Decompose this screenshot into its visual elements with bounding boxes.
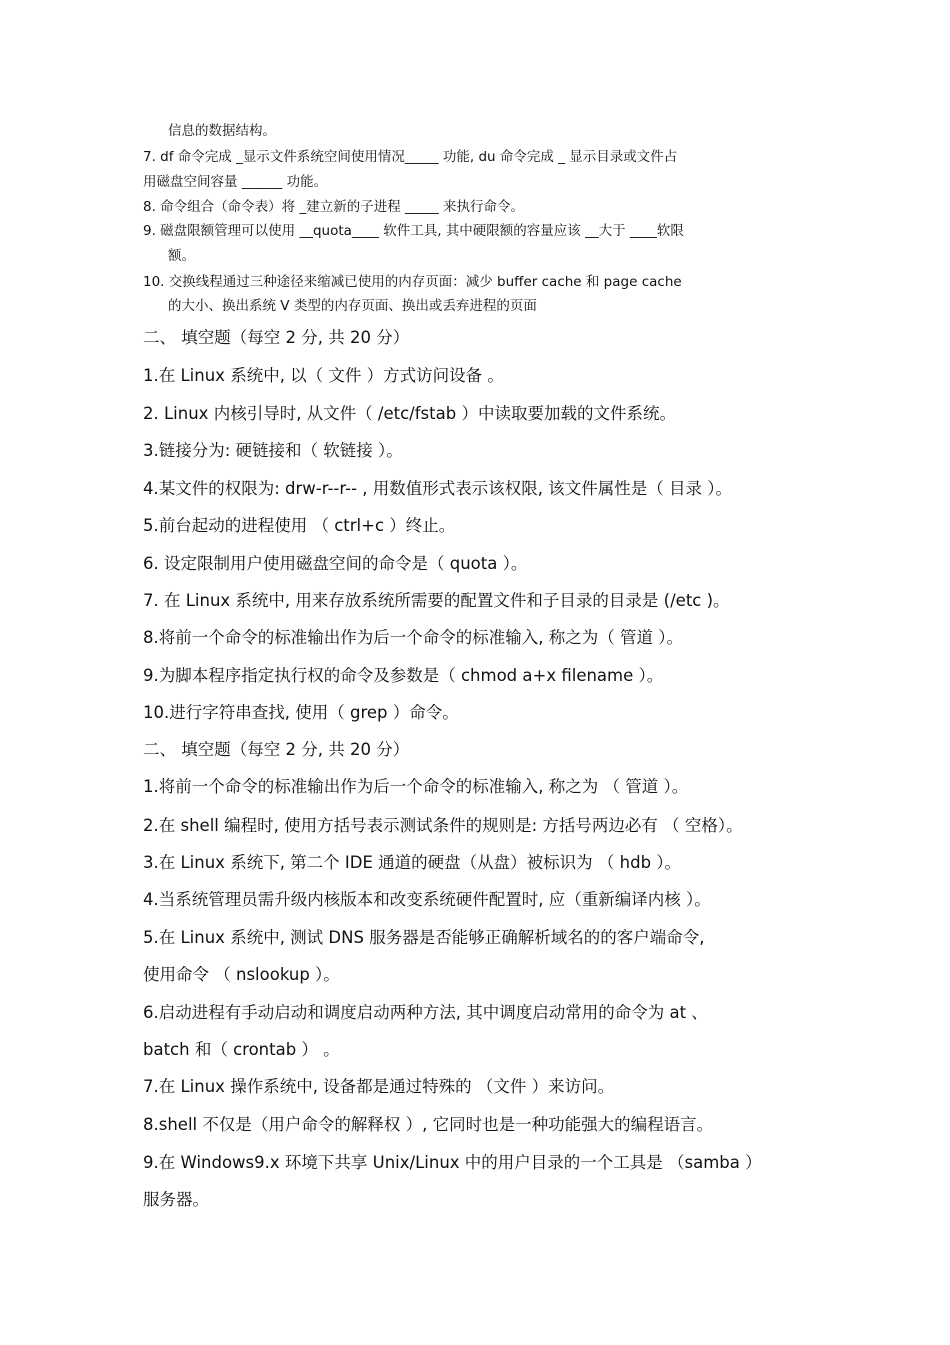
- question-item: 2.在 shell 编程时, 使用方括号表示测试条件的规则是: 方括号两边必有 （ 空格）。: [143, 816, 743, 835]
- question-8-line: 8. 命令组合（命令表）将 _建立新的子进程 _____ 来执行命令。: [143, 199, 525, 215]
- text-line: 信息的数据结构。: [168, 123, 276, 139]
- question-item: 4.当系统管理员需升级内核版本和改变系统硬件配置时, 应（重新编译内核 ）。: [143, 890, 711, 909]
- question-item: 8.将前一个命令的标准输出作为后一个命令的标准输入, 称之为（ 管道 ）。: [143, 628, 683, 647]
- question-item: 10.进行字符串查找, 使用（ grep ）命令。: [143, 703, 459, 722]
- question-item: 9.为脚本程序指定执行权的命令及参数是（ chmod a+x filename ）。: [143, 666, 664, 685]
- question-item: 7. 在 Linux 系统中, 用来存放系统所需要的配置文件和子目录的目录是 (/etc )。: [143, 591, 730, 610]
- question-item: 3.链接分为: 硬链接和（ 软链接 ）。: [143, 441, 403, 460]
- section-heading: 二、 填空题（每空 2 分, 共 20 分）: [143, 328, 410, 347]
- question-item: 5.在 Linux 系统中, 测试 DNS 服务器是否能够正确解析域名的的客户端命令,: [143, 928, 705, 947]
- question-item: 8.shell 不仅是（用户命令的解释权 ）, 它同时也是一种功能强大的编程语言。: [143, 1115, 714, 1134]
- text-line: 的大小、换出系统 V 类型的内存页面、换出或丢弃进程的页面: [168, 298, 537, 314]
- question-item: 6.启动进程有手动启动和调度启动两种方法, 其中调度启动常用的命令为 at 、: [143, 1003, 708, 1022]
- text-line: 用磁盘空间容量 ______ 功能。: [143, 174, 328, 190]
- section-heading: 二、 填空题（每空 2 分, 共 20 分）: [143, 740, 410, 759]
- question-9-line: 9. 磁盘限额管理可以使用 __quota____ 软件工具, 其中硬限额的容量应该 __大于 ____软限: [143, 223, 684, 239]
- question-item: 5.前台起动的进程使用 （ ctrl+c ）终止。: [143, 516, 456, 535]
- question-item: 2. Linux 内核引导时, 从文件（ /etc/fstab ）中读取要加载的文件系统。: [143, 404, 676, 423]
- question-item: 7.在 Linux 操作系统中, 设备都是通过特殊的 （文件 ）来访问。: [143, 1077, 615, 1096]
- question-7-line: 7. df 命令完成 _显示文件系统空间使用情况_____ 功能, du 命令完成 _ 显示目录或文件占: [143, 149, 678, 165]
- question-item: 4.某文件的权限为: drw-r--r-- , 用数值形式表示该权限, 该文件属性是（ 目录 ）。: [143, 479, 732, 498]
- question-item: 6. 设定限制用户使用磁盘空间的命令是（ quota ）。: [143, 554, 528, 573]
- question-item: 服务器。: [143, 1190, 209, 1209]
- question-item: 使用命令 （ nslookup ）。: [143, 965, 340, 984]
- question-item: 1.在 Linux 系统中, 以（ 文件 ）方式访问设备 。: [143, 366, 504, 385]
- question-item: 1.将前一个命令的标准输出作为后一个命令的标准输入, 称之为 （ 管道 ）。: [143, 777, 689, 796]
- question-item: 9.在 Windows9.x 环境下共享 Unix/Linux 中的用户目录的一个工具是 （samba ）: [143, 1153, 762, 1172]
- question-item: batch 和（ crontab ） 。: [143, 1040, 340, 1059]
- question-10-line: 10. 交换线程通过三种途径来缩减已使用的内存页面：减少 buffer cache 和 page cache: [143, 274, 682, 290]
- text-line: 额。: [168, 248, 195, 264]
- question-item: 3.在 Linux 系统下, 第二个 IDE 通道的硬盘（从盘）被标识为 （ hdb ）。: [143, 853, 682, 872]
